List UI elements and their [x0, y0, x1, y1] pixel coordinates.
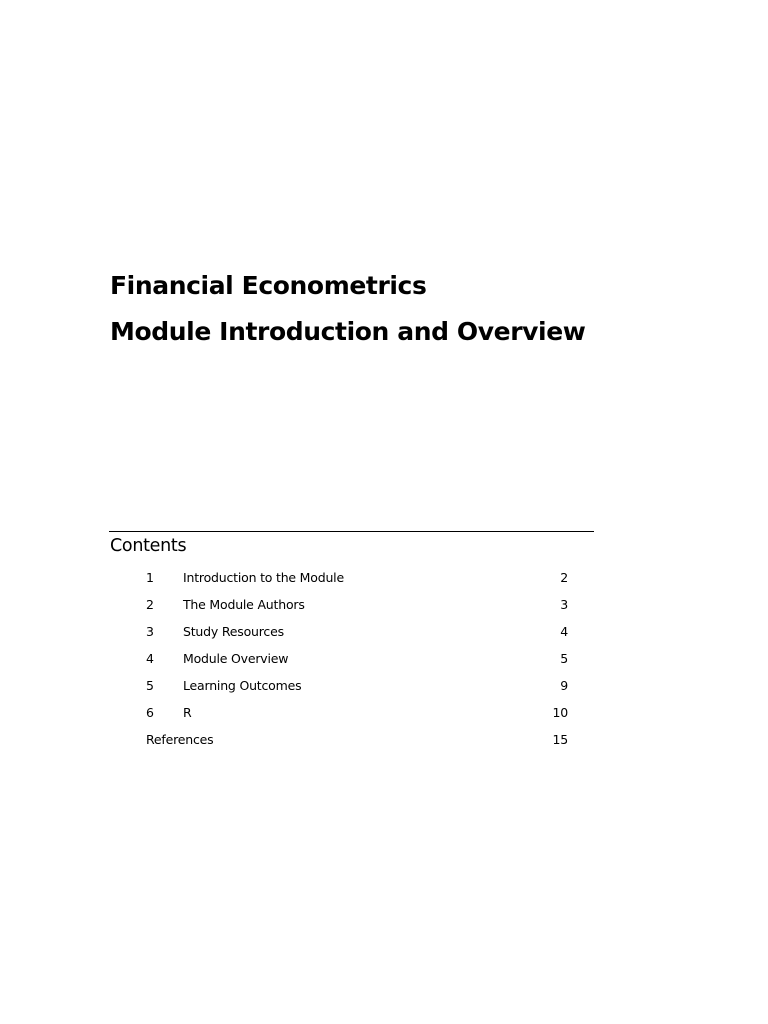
toc-entry-label: References [146, 732, 214, 747]
toc-entry-label: Introduction to the Module [183, 570, 344, 585]
toc-entry-module-overview[interactable] [146, 649, 568, 669]
toc-entry-page: 10 [552, 705, 568, 720]
toc-entry-label: Module Overview [183, 651, 289, 666]
toc-entry-page: 2 [560, 570, 568, 585]
toc-entry-introduction[interactable] [146, 568, 568, 588]
toc-entry-number: 3 [146, 624, 154, 639]
toc-entry-learning-outcomes[interactable] [146, 676, 568, 696]
toc-entry-module-authors[interactable] [146, 595, 568, 615]
toc-entry-label: Learning Outcomes [183, 678, 302, 693]
toc-entry-references[interactable] [146, 730, 568, 750]
toc-entry-page: 15 [552, 732, 568, 747]
toc-entry-page: 3 [560, 597, 568, 612]
toc-entry-page: 5 [560, 651, 568, 666]
toc-entry-page: 4 [560, 624, 568, 639]
toc-entry-page: 9 [560, 678, 568, 693]
document-subtitle: Module Introduction and Overview [110, 317, 586, 346]
toc-entry-study-resources[interactable] [146, 622, 568, 642]
toc-entry-number: 6 [146, 705, 154, 720]
contents-heading: Contents [110, 536, 187, 556]
toc-entry-number: 2 [146, 597, 154, 612]
toc-entry-r[interactable] [146, 703, 568, 723]
toc-entry-number: 5 [146, 678, 154, 693]
toc-entry-label: Study Resources [183, 624, 284, 639]
document-title: Financial Econometrics [110, 271, 427, 300]
toc-entry-number: 4 [146, 651, 154, 666]
toc-entry-label: The Module Authors [183, 597, 305, 612]
toc-entry-number: 1 [146, 570, 154, 585]
toc-entry-label: R [183, 705, 192, 720]
